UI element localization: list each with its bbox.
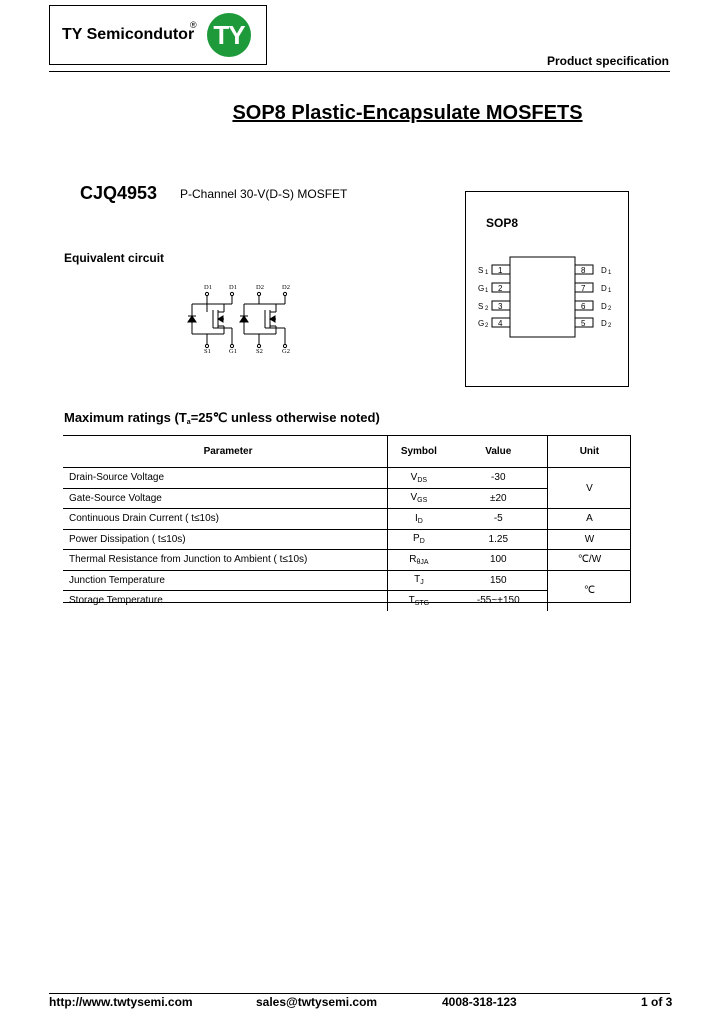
unit-cell: W [547,529,631,550]
part-number: CJQ4953 [80,183,158,203]
pin-7-name: D [601,284,607,293]
pin-5-name: D [601,319,607,328]
circuit-label-d2b: D2 [282,284,290,291]
circuit-label-s1: S1 [204,348,211,355]
registered-mark: ® [190,20,197,30]
footer-email-link[interactable]: sales@twtysemi.com [256,995,378,1009]
table-row: Thermal Resistance from Junction to Ambient ( t≤10s) $R_{\theta JA}$ 100 ℃/W [63,550,631,571]
unit-cell: ℃ [547,570,631,611]
pin-2-sub: 1 [485,288,489,294]
table-row: Gate-Source Voltage $V_{GS}$ ±20 [63,488,631,509]
unit-cell: A [547,509,631,530]
header-unit: Unit [547,435,631,468]
table-row: Storage Temperature $T_{STG}$ -55~+150 [63,591,631,611]
pin-1-number: 1 [498,266,503,275]
pin-4-name: G [478,319,485,328]
pin-4-sub: 2 [485,323,489,329]
table-row: Power Dissipation ( t≤10s) $P_D$ 1.25 W [63,529,631,550]
footer-website-link[interactable]: http://www.twtysemi.com [49,995,193,1009]
company-name: TY Semicondutor [62,26,195,43]
circuit-label-d2a: D2 [256,284,264,291]
table-row: Junction Temperature $T_J$ 150 ℃ [63,570,631,591]
table-frame [63,435,631,603]
header-divider [49,71,670,72]
circuit-label-g2: G2 [282,348,290,355]
sop8-pinout-diagram [470,255,620,340]
equivalent-circuit-heading: Equivalent circuit [64,251,165,265]
footer-divider [49,993,670,994]
pin-6-name: D [601,302,607,311]
circuit-label-s2: S2 [256,348,263,355]
pin-2-number: 2 [498,284,503,293]
pin-8-name: D [601,266,607,275]
document-title: SOP8 Plastic-Encapsulate MOSFETS [232,102,583,124]
table-row: Continuous Drain Current ( t≤10s) $I_D$ -5 A [63,509,631,530]
part-description: P-Channel 30-V(D-S) MOSFET [180,187,348,201]
unit-cell: V [547,468,631,509]
pin-3-name: S [478,302,484,311]
pin-8-sub: 1 [608,270,612,276]
product-specification-label: Product specification [546,54,669,68]
package-label: SOP8 [486,216,519,230]
unit-cell: ℃/W [547,550,631,571]
header-parameter: Parameter [63,435,388,468]
ratings-heading: Maximum ratings ($T_a=25℃$ unless otherwise noted) [64,410,380,426]
table-row: Drain-Source Voltage $V_{DS}$ -30 V [63,468,631,489]
ty-logo: TY [207,13,251,57]
header-value: Value [450,435,548,468]
footer-phone: 4008-318-123 [442,995,517,1009]
equivalent-circuit-diagram [180,282,300,357]
pin-7-sub: 1 [608,288,612,294]
pin-1-sub: 1 [485,270,489,276]
pin-5-number: 5 [581,319,586,328]
footer-page-number: 1 of 3 [641,995,673,1009]
circuit-label-g1: G1 [229,348,237,355]
circuit-label-d1b: D1 [229,284,237,291]
circuit-label-d1a: D1 [204,284,212,291]
pin-8-number: 8 [581,266,586,275]
header-symbol: Symbol [388,435,450,468]
pin-2-name: G [478,284,485,293]
pin-3-sub: 2 [485,306,489,312]
pin-7-number: 7 [581,284,586,293]
pin-6-number: 6 [581,302,586,311]
pin-6-sub: 2 [608,306,612,312]
pin-4-number: 4 [498,319,503,328]
pin-1-name: S [478,266,484,275]
pin-3-number: 3 [498,302,503,311]
pin-5-sub: 2 [608,323,612,329]
